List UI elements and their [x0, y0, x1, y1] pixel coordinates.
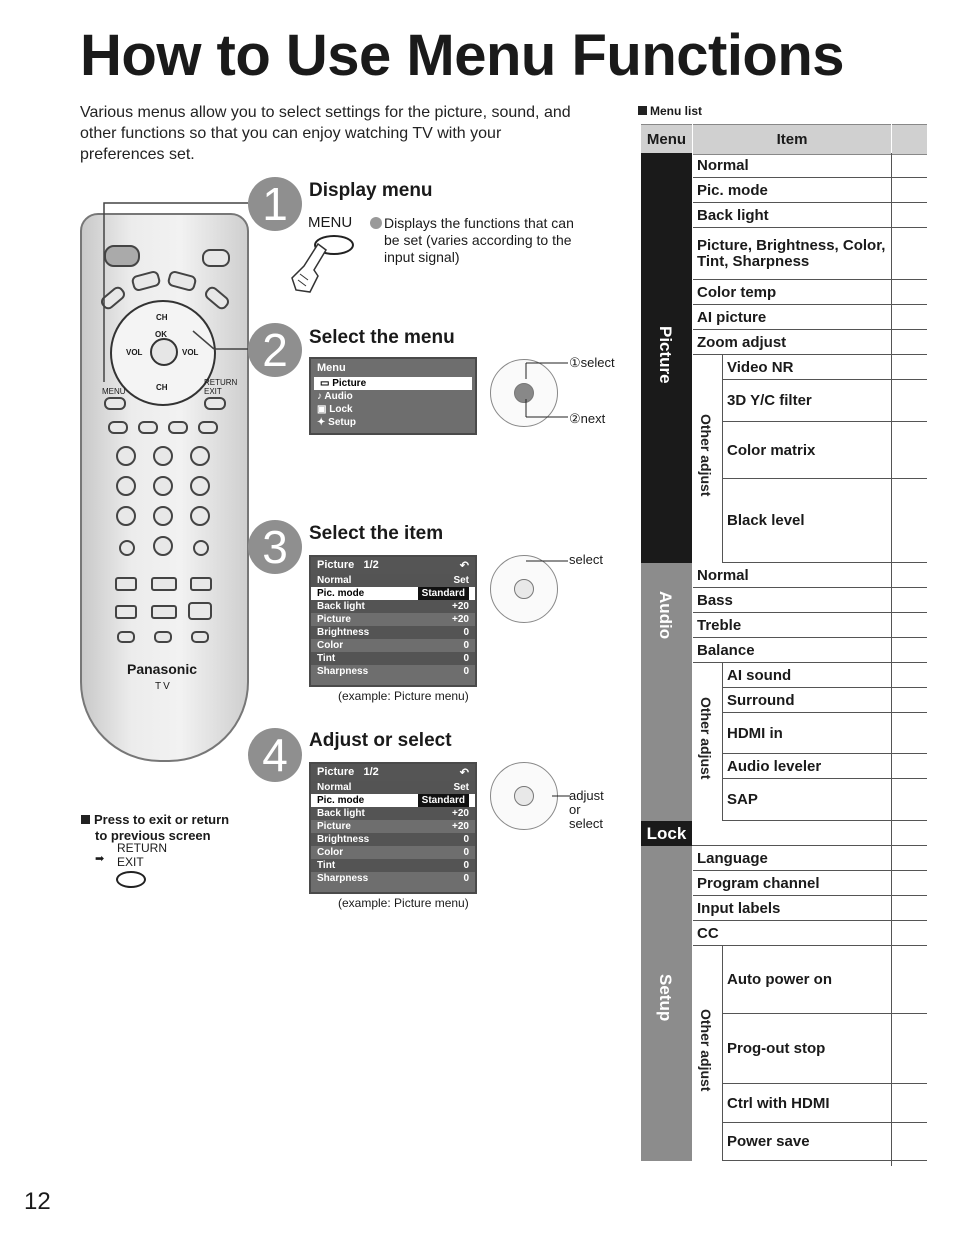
- intro-text: Various menus allow you to select settings for the picture, sound, and other functions so that you can enjoy watching TV with your preferences set.: [80, 104, 571, 163]
- back-icon: ↶: [459, 560, 469, 572]
- ok-label: OK: [155, 330, 167, 339]
- menu-label: MENU: [102, 387, 126, 396]
- col-header-menu: Menu: [641, 124, 692, 155]
- row-value: +20: [452, 821, 469, 832]
- row-label: Back light: [317, 601, 365, 612]
- table-item: Program channel: [697, 874, 820, 892]
- row-label: Picture: [317, 821, 351, 832]
- menu-list-caption: Menu list: [638, 104, 702, 118]
- picture-menu-row: [311, 626, 475, 639]
- row-value: Standard: [418, 794, 469, 807]
- step-number: 1: [248, 177, 302, 231]
- bullet-square: [81, 815, 90, 824]
- table-item: Ctrl with HDMI: [727, 1094, 830, 1112]
- ch-label: CH: [156, 313, 168, 322]
- step-title: Select the menu: [309, 327, 455, 348]
- picture-menu-row: [311, 859, 475, 872]
- table-item: SAP: [727, 791, 758, 808]
- table-item: 3D Y/C filter: [727, 392, 812, 409]
- table-item: Input labels: [697, 899, 781, 917]
- row-label: Pic. mode: [317, 795, 365, 806]
- picture-menu-row: [311, 600, 475, 613]
- example-caption: (example: Picture menu): [338, 689, 469, 703]
- table-item: Prog-out stop: [727, 1040, 826, 1057]
- row-value: 0: [463, 666, 469, 677]
- table-item: Audio leveler: [727, 757, 822, 775]
- picture-menu-row: [311, 846, 475, 859]
- picture-menu-row: [311, 820, 475, 833]
- row-value: 0: [463, 873, 469, 884]
- table-item: AI sound: [727, 666, 792, 684]
- row-line: [723, 1160, 927, 1161]
- row-value: Set: [453, 575, 469, 586]
- row-value: 0: [463, 860, 469, 871]
- step1-desc: Displays the functions that can be set (varies according to the input signal): [384, 215, 574, 265]
- table-item: CC: [697, 924, 719, 942]
- row-label: Sharpness: [317, 666, 369, 677]
- step2-next-label: ②next: [569, 411, 606, 426]
- lock-icon: ▣: [317, 404, 327, 415]
- picture-menu-row: [311, 794, 475, 807]
- row-label: Normal: [317, 575, 352, 586]
- picture-menu-row: [311, 807, 475, 820]
- return-exit-text: RETURN EXIT: [117, 841, 167, 869]
- menu-item-picture: ▭ Picture: [314, 377, 472, 390]
- setup-icon: ✦: [317, 417, 326, 428]
- vol-label: VOL: [182, 348, 199, 357]
- step4-adjust-label: adjust or select: [569, 788, 604, 831]
- row-label: Tint: [317, 653, 336, 664]
- picture-menu-row: [311, 652, 475, 665]
- row-value: 0: [463, 640, 469, 651]
- table-item: Picture, Brightness, Color, Tint, Sharpness: [697, 237, 886, 270]
- row-label: Color: [317, 847, 344, 858]
- category-label: Setup: [656, 974, 675, 1022]
- table-item: Treble: [697, 616, 742, 634]
- dial-callout: [552, 790, 570, 804]
- category-label: Picture: [656, 326, 675, 384]
- dial-callout: [520, 355, 570, 425]
- model-label: TV: [155, 681, 172, 692]
- picture-menu-screen: [309, 555, 477, 687]
- row-value: Set: [453, 782, 469, 793]
- col-header-blank: [892, 124, 927, 155]
- row-label: Picture: [317, 614, 351, 625]
- picture-menu-row: [311, 574, 475, 587]
- row-label: Tint: [317, 860, 336, 871]
- picture-menu-row: [311, 639, 475, 652]
- menu-list-table: [641, 124, 927, 1161]
- menu-screen: [309, 357, 477, 435]
- page-title: How to Use Menu Functions: [80, 23, 845, 88]
- row-line: [723, 820, 927, 821]
- table-item: Pic. mode: [697, 181, 768, 199]
- row-value: +20: [452, 808, 469, 819]
- picture-menu-row: [311, 587, 475, 600]
- row-value: Standard: [418, 587, 469, 600]
- step3-select-label: select: [569, 552, 603, 567]
- table-item: Normal: [697, 156, 749, 174]
- row-value: 0: [463, 847, 469, 858]
- other-adjust-label: Other adjust: [698, 1008, 714, 1091]
- col-header-item: Item: [693, 124, 891, 155]
- row-label: Brightness: [317, 834, 370, 845]
- step-number: 3: [248, 520, 302, 574]
- picture-menu-row: [311, 833, 475, 846]
- picture-menu-row: [311, 613, 475, 626]
- table-item: Surround: [727, 691, 795, 709]
- picture-menu-row: [311, 781, 475, 794]
- row-label: Pic. mode: [317, 588, 365, 599]
- table-item: Video NR: [727, 358, 794, 376]
- table-item: Power save: [727, 1133, 810, 1150]
- picture-menu-screen: [309, 762, 477, 894]
- picture-screen-header: Picture 1/2 ↶: [311, 557, 475, 574]
- step-title: Display menu: [309, 180, 433, 201]
- menu-item-setup: ✦ Setup: [317, 417, 356, 428]
- monitor-icon: ▭: [320, 378, 330, 389]
- return-button-symbol: [116, 871, 146, 888]
- menu-item-audio: ♪ Audio: [317, 391, 353, 402]
- row-label: Back light: [317, 808, 365, 819]
- step-title: Select the item: [309, 523, 444, 544]
- brand-logo: Panasonic: [127, 661, 198, 677]
- table-item: HDMI in: [727, 724, 783, 742]
- row-value: +20: [452, 601, 469, 612]
- table-item: Balance: [697, 641, 755, 659]
- row-value: 0: [463, 653, 469, 664]
- menu-item-lock: ▣ Lock: [317, 404, 353, 415]
- table-item: AI picture: [697, 308, 767, 326]
- other-adjust-label: Other adjust: [698, 414, 714, 497]
- category-label: Audio: [656, 591, 675, 640]
- table-item: Bass: [697, 591, 733, 609]
- table-item: Back light: [697, 206, 769, 224]
- table-item: Language: [697, 849, 768, 867]
- table-item: Auto power on: [727, 971, 832, 988]
- back-icon: ↶: [459, 767, 469, 779]
- page-number: 12: [24, 1188, 51, 1215]
- menu-screen-header: Menu: [317, 362, 346, 374]
- step-number: 4: [248, 728, 302, 782]
- row-value: +20: [452, 614, 469, 625]
- dial-callout: [520, 553, 570, 567]
- table-item: Zoom adjust: [697, 333, 787, 351]
- bullet-icon: [370, 217, 382, 229]
- return-exit-label: RETURN EXIT: [204, 378, 238, 396]
- row-label: Color: [317, 640, 344, 651]
- table-item: Normal: [697, 566, 749, 584]
- hand-press-icon: [290, 240, 332, 298]
- row-value: 0: [463, 834, 469, 845]
- table-item: Black level: [727, 512, 805, 529]
- example-caption: (example: Picture menu): [338, 896, 469, 910]
- lock-category: Lock: [641, 821, 692, 846]
- step2-select-label: ①select: [569, 355, 615, 370]
- vol-label: VOL: [126, 348, 143, 357]
- row-label: Normal: [317, 782, 352, 793]
- row-label: Brightness: [317, 627, 370, 638]
- step-number: 2: [248, 323, 302, 377]
- other-adjust-label: Other adjust: [698, 697, 714, 780]
- menu-key-label: MENU: [308, 214, 353, 231]
- table-item: Color matrix: [727, 441, 816, 459]
- picture-menu-row: [311, 665, 475, 678]
- picture-screen-header: Picture 1/2 ↶: [311, 764, 475, 781]
- dpad-diagram: [490, 762, 558, 830]
- arrow-right-icon: ➡: [95, 853, 105, 865]
- step-title: Adjust or select: [309, 730, 452, 751]
- picture-menu-row: [311, 872, 475, 885]
- ch-label: CH: [156, 383, 168, 392]
- row-label: Sharpness: [317, 873, 369, 884]
- row-value: 0: [463, 627, 469, 638]
- music-note-icon: ♪: [317, 391, 322, 402]
- press-exit-note: Press to exit or return to previous screen: [81, 812, 229, 844]
- bullet-square: [638, 106, 647, 115]
- table-item: Color temp: [697, 283, 777, 301]
